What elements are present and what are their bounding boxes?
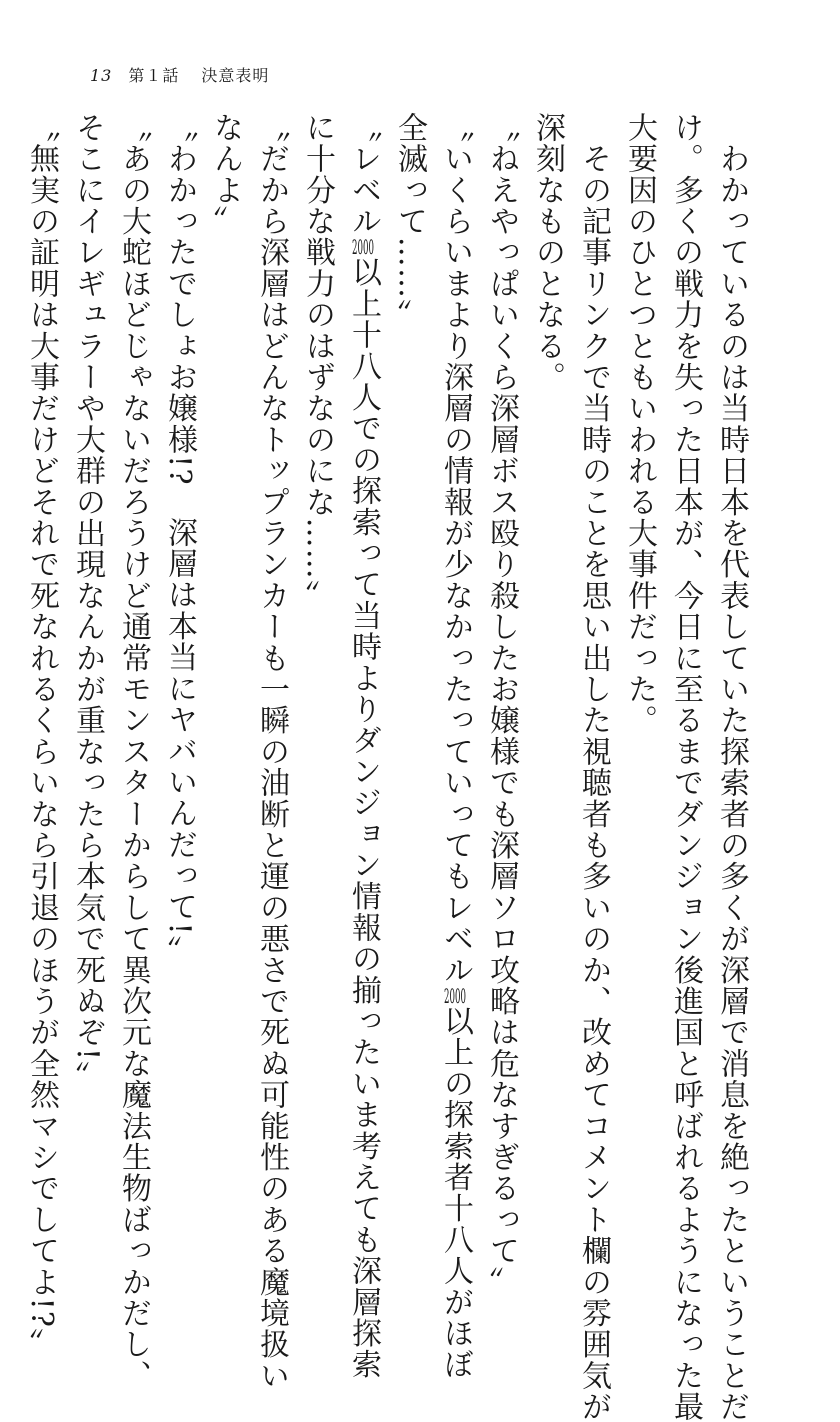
text-column: 〝いくらいまより深層の情報が少なかったっていってもレベル2000以上の探索者十八人がほぼ: [438, 112, 473, 1381]
page-number: 13: [90, 66, 113, 85]
upright-number: 2000: [352, 236, 374, 257]
text-column: 〝だから深層はどんなトップランカーも一瞬の油断と運の悪さで死ぬ可能性のある魔境扱い: [254, 112, 289, 1392]
text-column: 〝わかったでしょお嬢様!? 深層は本当にヤバいんだって!〟: [162, 112, 197, 967]
text-column: 深刻なものとなる。: [530, 112, 565, 393]
text-column: 大要因のひとつともいわれる大事件だった。: [622, 112, 657, 736]
upright-number: 2000: [444, 985, 466, 1006]
text-column: 〝無実の証明は大事だけどそれで死なれるくらいなら引退のほうが全然マシでしてよ!?〟: [24, 112, 59, 1360]
text-column: その記事リンクで当時のことを思い出した視聴者も多いのか、改めてコメント欄の雰囲気が: [576, 112, 611, 1422]
text-column: そこにイレギュラーや大群の出現なんかが重なったら本気で死ぬぞ!〟: [70, 112, 105, 1093]
text-column: 全滅って……〟: [392, 112, 427, 331]
text-column: なんよ〟: [208, 112, 243, 237]
running-head: [90, 64, 269, 88]
chapter-title: 決意表明: [201, 66, 270, 85]
chapter-label: 第１話: [128, 66, 180, 85]
text-column: け。多くの戦力を失った日本が、今日に至るまでダンジョン後進国と呼ばれるようになった最: [668, 112, 703, 1422]
text-column: 〝ねえやっぱいくら深層ボス殴り殺したお嬢様でも深層ソロ攻略は危なすぎるって〟: [484, 112, 519, 1298]
text-column: 〝レベル2000以上十八人での探索って当時よりダンジョン情報の揃ったいま考えても深層探索: [346, 112, 381, 1381]
text-column: わかっているのは当時日本を代表していた探索者の多くが深層で消息を絶ったということだ: [714, 112, 749, 1422]
text-column: に十分な戦力のはずなのにな……〟: [300, 112, 335, 612]
text-column: 〝あの大蛇ほどじゃないだろうけど通常モンスターからして異次元な魔法生物ばっかだし、: [116, 112, 151, 1392]
